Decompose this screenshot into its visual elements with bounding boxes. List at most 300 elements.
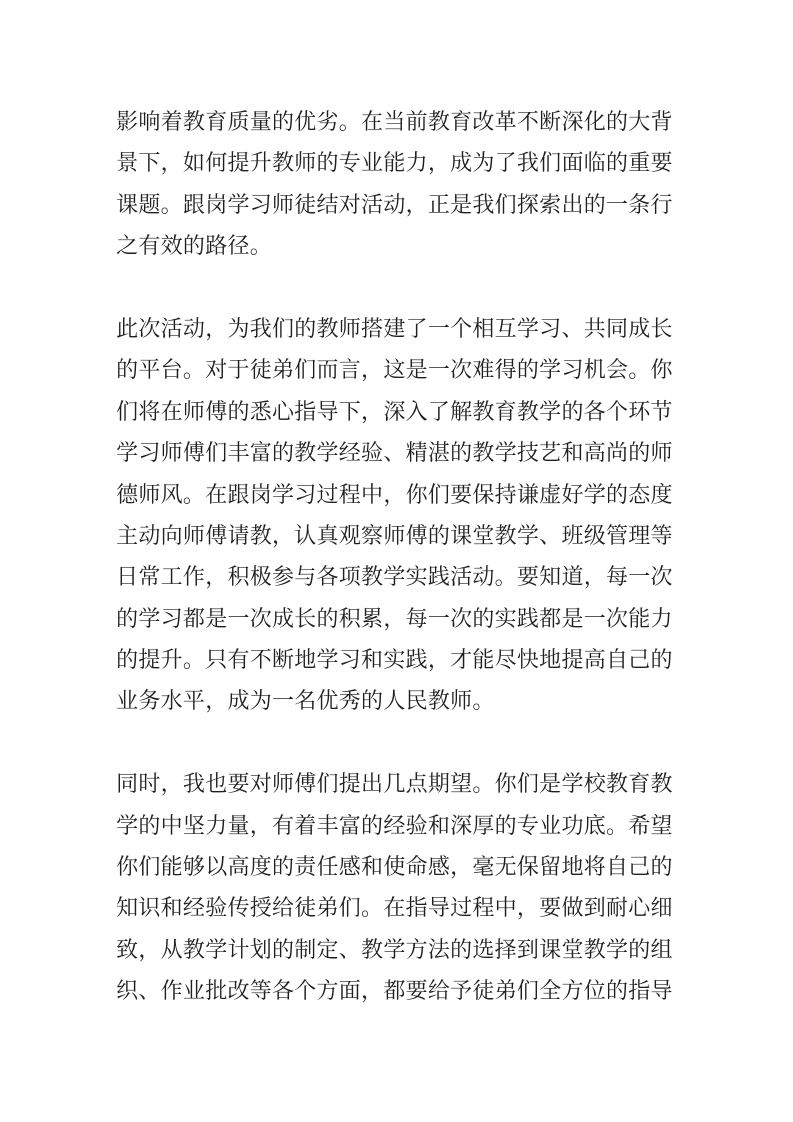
glyph: 前 — [405, 109, 428, 134]
glyph: 高 — [583, 647, 606, 673]
glyph: 。 — [472, 688, 495, 714]
glyph: 的 — [450, 936, 473, 962]
glyph: 解 — [450, 398, 473, 424]
glyph: 教 — [583, 936, 606, 962]
glyph: 能 — [383, 150, 406, 176]
text-line — [116, 598, 673, 639]
glyph: 我 — [516, 150, 539, 176]
glyph: 做 — [561, 895, 584, 921]
glyph: 堂 — [472, 522, 495, 548]
glyph: 成 — [227, 688, 250, 714]
glyph: 功 — [561, 812, 584, 838]
glyph: 感 — [427, 854, 450, 880]
glyph: 长 — [294, 605, 317, 631]
glyph: 改 — [472, 109, 495, 134]
glyph: 们 — [271, 315, 294, 341]
text-line — [116, 225, 673, 266]
glyph: 累 — [361, 605, 384, 631]
glyph: 师 — [138, 481, 161, 507]
glyph: 度 — [650, 481, 673, 507]
glyph: 的 — [316, 605, 339, 631]
glyph: 师 — [338, 315, 361, 341]
glyph: 育 — [450, 109, 473, 134]
glyph: 学 — [316, 647, 339, 673]
glyph: 德 — [116, 481, 139, 507]
glyph: 中 — [494, 895, 517, 921]
glyph: 共 — [583, 315, 606, 341]
glyph: 择 — [494, 936, 517, 962]
glyph: 师 — [271, 191, 294, 217]
glyph: 、 — [539, 522, 562, 548]
glyph: 出 — [361, 771, 384, 797]
text-line — [116, 970, 673, 1011]
glyph: 好 — [561, 481, 584, 507]
glyph: 在 — [361, 109, 384, 134]
glyph: 将 — [583, 854, 606, 880]
text-line — [116, 391, 673, 432]
glyph: 的 — [116, 605, 139, 631]
glyph: 快 — [516, 647, 539, 673]
glyph: 学 — [539, 357, 562, 383]
glyph: 径 — [227, 233, 250, 259]
glyph: 验 — [361, 440, 384, 466]
glyph: 极 — [249, 564, 272, 590]
glyph: 地 — [561, 854, 584, 880]
glyph: 方 — [561, 978, 584, 1004]
glyph: 动 — [138, 522, 161, 548]
glyph: 班 — [561, 522, 584, 548]
glyph: 践 — [405, 647, 428, 673]
glyph: 。 — [628, 357, 651, 383]
glyph: 每 — [405, 605, 428, 631]
glyph: 的 — [494, 812, 517, 838]
glyph: 是 — [405, 357, 428, 383]
glyph: 教 — [650, 771, 673, 797]
glyph: 对 — [249, 771, 272, 797]
glyph: 几 — [383, 771, 406, 797]
glyph: 的 — [605, 978, 628, 1004]
glyph: 台 — [160, 357, 183, 383]
glyph: 地 — [294, 647, 317, 673]
paragraph-1 — [116, 101, 673, 267]
glyph: 导 — [650, 978, 673, 1004]
glyph: 计 — [227, 936, 250, 962]
glyph: 学 — [138, 605, 161, 631]
glyph: 请 — [227, 522, 250, 548]
glyph: 务 — [138, 688, 161, 714]
glyph: 师 — [271, 771, 294, 797]
glyph: 劣 — [316, 109, 339, 134]
glyph: 期 — [427, 771, 450, 797]
glyph: 断 — [539, 109, 562, 134]
glyph: 路 — [205, 233, 228, 259]
glyph: ， — [361, 978, 384, 1004]
glyph: 的 — [271, 936, 294, 962]
glyph: 教 — [249, 522, 272, 548]
glyph: ， — [383, 481, 406, 507]
glyph: 到 — [583, 895, 606, 921]
glyph: 法 — [427, 936, 450, 962]
glyph: 的 — [450, 440, 473, 466]
glyph: 管 — [605, 522, 628, 548]
glyph: 的 — [138, 812, 161, 838]
glyph: 要 — [650, 150, 673, 176]
glyph: 成 — [450, 150, 473, 176]
glyph: 教 — [516, 398, 539, 424]
glyph: 命 — [405, 854, 428, 880]
glyph: 时 — [138, 771, 161, 797]
glyph: 何 — [205, 150, 228, 176]
glyph: 要 — [516, 564, 539, 590]
text-line — [116, 929, 673, 970]
text-line — [116, 349, 673, 390]
text-line — [116, 515, 673, 556]
glyph: 工 — [160, 564, 183, 590]
glyph: 水 — [160, 688, 183, 714]
glyph: 等 — [249, 978, 272, 1004]
glyph: 探 — [516, 191, 539, 217]
glyph: 授 — [249, 895, 272, 921]
glyph: 互 — [494, 315, 517, 341]
glyph: 弟 — [316, 895, 339, 921]
glyph: 学 — [116, 440, 139, 466]
glyph: ， — [427, 150, 450, 176]
glyph: 己 — [628, 647, 651, 673]
glyph: 习 — [249, 191, 272, 217]
glyph: 师 — [650, 440, 673, 466]
glyph: 的 — [361, 812, 384, 838]
glyph: 、 — [138, 978, 161, 1004]
glyph: 专 — [516, 812, 539, 838]
glyph: 都 — [182, 605, 205, 631]
glyph: 质 — [227, 109, 250, 134]
glyph: 要 — [227, 771, 250, 797]
glyph: 道 — [561, 564, 584, 590]
glyph: 任 — [316, 854, 339, 880]
glyph: 们 — [516, 771, 539, 797]
glyph: 的 — [182, 233, 205, 259]
glyph: 平 — [182, 688, 205, 714]
glyph: 堂 — [561, 936, 584, 962]
glyph: 师 — [160, 440, 183, 466]
glyph: 有 — [138, 233, 161, 259]
glyph: 们 — [539, 150, 562, 176]
glyph: 、 — [338, 936, 361, 962]
glyph: 每 — [605, 564, 628, 590]
text-line — [116, 763, 673, 804]
glyph: 技 — [516, 440, 539, 466]
glyph: 教 — [271, 150, 294, 176]
glyph: 在 — [205, 481, 228, 507]
glyph: 积 — [227, 564, 250, 590]
glyph: 量 — [227, 812, 250, 838]
glyph: 人 — [383, 688, 406, 714]
glyph: 作 — [182, 564, 205, 590]
glyph: 富 — [249, 440, 272, 466]
glyph: 认 — [294, 522, 317, 548]
glyph: 我 — [249, 315, 272, 341]
glyph: ， — [361, 398, 384, 424]
glyph: 面 — [561, 150, 584, 176]
glyph: 临 — [583, 150, 606, 176]
glyph: 傅 — [182, 440, 205, 466]
glyph: 。 — [182, 357, 205, 383]
glyph: 虚 — [539, 481, 562, 507]
glyph: ， — [450, 854, 473, 880]
glyph: 平 — [138, 357, 161, 383]
glyph: 能 — [472, 647, 495, 673]
glyph: 为 — [472, 150, 495, 176]
glyph: 谦 — [516, 481, 539, 507]
glyph: 尽 — [494, 647, 517, 673]
glyph: 课 — [116, 191, 139, 217]
glyph: 会 — [605, 357, 628, 383]
text-line — [116, 474, 673, 515]
glyph: 教 — [427, 688, 450, 714]
glyph: 学 — [561, 771, 584, 797]
glyph: 建 — [383, 315, 406, 341]
glyph: 专 — [338, 150, 361, 176]
glyph: 重 — [628, 150, 651, 176]
glyph: 习 — [539, 315, 562, 341]
glyph: 动 — [182, 315, 205, 341]
glyph: 也 — [205, 771, 228, 797]
glyph: 们 — [516, 978, 539, 1004]
glyph: 中 — [160, 812, 183, 838]
glyph: 们 — [338, 895, 361, 921]
glyph: 主 — [116, 522, 139, 548]
glyph: 的 — [271, 854, 294, 880]
glyph: 从 — [160, 936, 183, 962]
glyph: 级 — [583, 522, 606, 548]
glyph: 量 — [249, 109, 272, 134]
glyph: 践 — [516, 605, 539, 631]
glyph: 点 — [405, 771, 428, 797]
glyph: 如 — [182, 150, 205, 176]
glyph: 习 — [294, 481, 317, 507]
glyph: 学 — [116, 812, 139, 838]
glyph: 全 — [539, 978, 562, 1004]
glyph: 才 — [450, 647, 473, 673]
glyph: ， — [205, 688, 228, 714]
glyph: 希 — [628, 812, 651, 838]
glyph: 结 — [316, 191, 339, 217]
glyph: 组 — [650, 936, 673, 962]
glyph: ， — [271, 522, 294, 548]
text-line — [116, 805, 673, 846]
glyph: 改 — [227, 978, 250, 1004]
glyph: 。 — [361, 895, 384, 921]
glyph: 心 — [628, 895, 651, 921]
glyph: 大 — [628, 109, 651, 134]
glyph: 持 — [494, 481, 517, 507]
glyph: 我 — [182, 771, 205, 797]
glyph: 你 — [116, 854, 139, 880]
glyph: 将 — [138, 398, 161, 424]
glyph: 。 — [182, 481, 205, 507]
glyph: 节 — [650, 398, 673, 424]
text-line — [116, 846, 673, 887]
glyph: 徒 — [249, 357, 272, 383]
glyph: 理 — [628, 522, 651, 548]
glyph: 。 — [182, 647, 205, 673]
glyph: 自 — [605, 854, 628, 880]
glyph: 尚 — [605, 440, 628, 466]
glyph: 正 — [427, 191, 450, 217]
glyph: 长 — [650, 315, 673, 341]
glyph: 机 — [583, 357, 606, 383]
glyph: 导 — [427, 895, 450, 921]
glyph: 等 — [650, 522, 673, 548]
glyph: 个 — [294, 978, 317, 1004]
glyph: 都 — [539, 605, 562, 631]
glyph: 师 — [450, 688, 473, 714]
glyph: ， — [516, 895, 539, 921]
glyph: 学 — [494, 440, 517, 466]
glyph: 学 — [316, 440, 339, 466]
glyph: 的 — [116, 647, 139, 673]
text-line — [116, 432, 673, 473]
glyph: 过 — [316, 481, 339, 507]
glyph: ， — [205, 315, 228, 341]
glyph: 向 — [160, 522, 183, 548]
glyph: 业 — [116, 688, 139, 714]
glyph: 教 — [494, 522, 517, 548]
glyph: 的 — [650, 854, 673, 880]
glyph: 背 — [650, 109, 673, 134]
glyph: 影 — [116, 109, 139, 134]
glyph: 指 — [628, 978, 651, 1004]
glyph: 实 — [494, 605, 517, 631]
glyph: 己 — [628, 854, 651, 880]
glyph: 的 — [605, 109, 628, 134]
glyph: 的 — [427, 522, 450, 548]
glyph: 一 — [427, 315, 450, 341]
glyph: 育 — [494, 398, 517, 424]
glyph: 傅 — [294, 771, 317, 797]
glyph: ， — [583, 564, 606, 590]
glyph: 划 — [249, 936, 272, 962]
glyph: 相 — [472, 315, 495, 341]
glyph: 教 — [427, 109, 450, 134]
glyph: 革 — [494, 109, 517, 134]
glyph: 给 — [271, 895, 294, 921]
glyph: 一 — [605, 191, 628, 217]
glyph: ， — [205, 564, 228, 590]
glyph: 责 — [294, 854, 317, 880]
glyph: 同 — [605, 315, 628, 341]
glyph: 一 — [427, 357, 450, 383]
glyph: 要 — [450, 481, 473, 507]
text-line — [116, 101, 673, 142]
glyph: 和 — [160, 895, 183, 921]
glyph: 要 — [405, 978, 428, 1004]
glyph: 的 — [628, 440, 651, 466]
glyph: 升 — [160, 647, 183, 673]
glyph: 跟 — [182, 191, 205, 217]
glyph: 程 — [338, 481, 361, 507]
glyph: 定 — [316, 936, 339, 962]
glyph: 为 — [249, 688, 272, 714]
glyph: 各 — [316, 564, 339, 590]
glyph: 化 — [583, 109, 606, 134]
paragraph-2 — [116, 308, 673, 722]
glyph: 。 — [249, 233, 272, 259]
glyph: 的 — [316, 150, 339, 176]
glyph: 践 — [427, 564, 450, 590]
glyph: 弟 — [494, 978, 517, 1004]
glyph: 到 — [516, 936, 539, 962]
glyph: 当 — [383, 109, 406, 134]
glyph: 傅 — [205, 522, 228, 548]
glyph: 识 — [138, 895, 161, 921]
glyph: 业 — [361, 150, 384, 176]
glyph: 的 — [583, 191, 606, 217]
glyph: 们 — [116, 398, 139, 424]
glyph: 和 — [361, 647, 384, 673]
glyph: 动 — [383, 191, 406, 217]
glyph: 习 — [138, 440, 161, 466]
glyph: 对 — [338, 191, 361, 217]
glyph: 次 — [450, 605, 473, 631]
text-line — [116, 308, 673, 349]
glyph: 习 — [561, 357, 584, 383]
glyph: 徒 — [472, 978, 495, 1004]
glyph: 教 — [361, 564, 384, 590]
glyph: 地 — [539, 647, 562, 673]
glyph: 选 — [472, 936, 495, 962]
glyph: 搭 — [361, 315, 384, 341]
glyph: 业 — [539, 812, 562, 838]
glyph: 要 — [539, 895, 562, 921]
glyph: 们 — [205, 440, 228, 466]
glyph: 方 — [405, 936, 428, 962]
glyph: 经 — [383, 812, 406, 838]
glyph: 下 — [138, 150, 161, 176]
glyph: 活 — [361, 191, 384, 217]
glyph: 次 — [605, 605, 628, 631]
glyph: 教 — [605, 771, 628, 797]
glyph: 深 — [450, 812, 473, 838]
glyph: ， — [160, 771, 183, 797]
text-line — [116, 887, 673, 928]
glyph: 给 — [427, 978, 450, 1004]
glyph: 不 — [516, 109, 539, 134]
glyph: 次 — [249, 605, 272, 631]
glyph: 自 — [605, 647, 628, 673]
glyph: 傅 — [205, 398, 228, 424]
glyph: 们 — [494, 191, 517, 217]
glyph: 提 — [338, 771, 361, 797]
glyph: 高 — [583, 440, 606, 466]
glyph: 着 — [294, 812, 317, 838]
glyph: 心 — [271, 398, 294, 424]
glyph: 下 — [338, 398, 361, 424]
glyph: 条 — [628, 191, 651, 217]
glyph: 高 — [227, 854, 250, 880]
glyph: 优 — [294, 109, 317, 134]
glyph: 一 — [583, 605, 606, 631]
glyph: 能 — [628, 605, 651, 631]
glyph: 学 — [583, 481, 606, 507]
glyph: 学 — [383, 564, 406, 590]
glyph: 弟 — [271, 357, 294, 383]
glyph: 习 — [338, 647, 361, 673]
glyph: 使 — [383, 854, 406, 880]
glyph: 、 — [561, 315, 584, 341]
glyph: 有 — [271, 812, 294, 838]
glyph: 在 — [383, 895, 406, 921]
